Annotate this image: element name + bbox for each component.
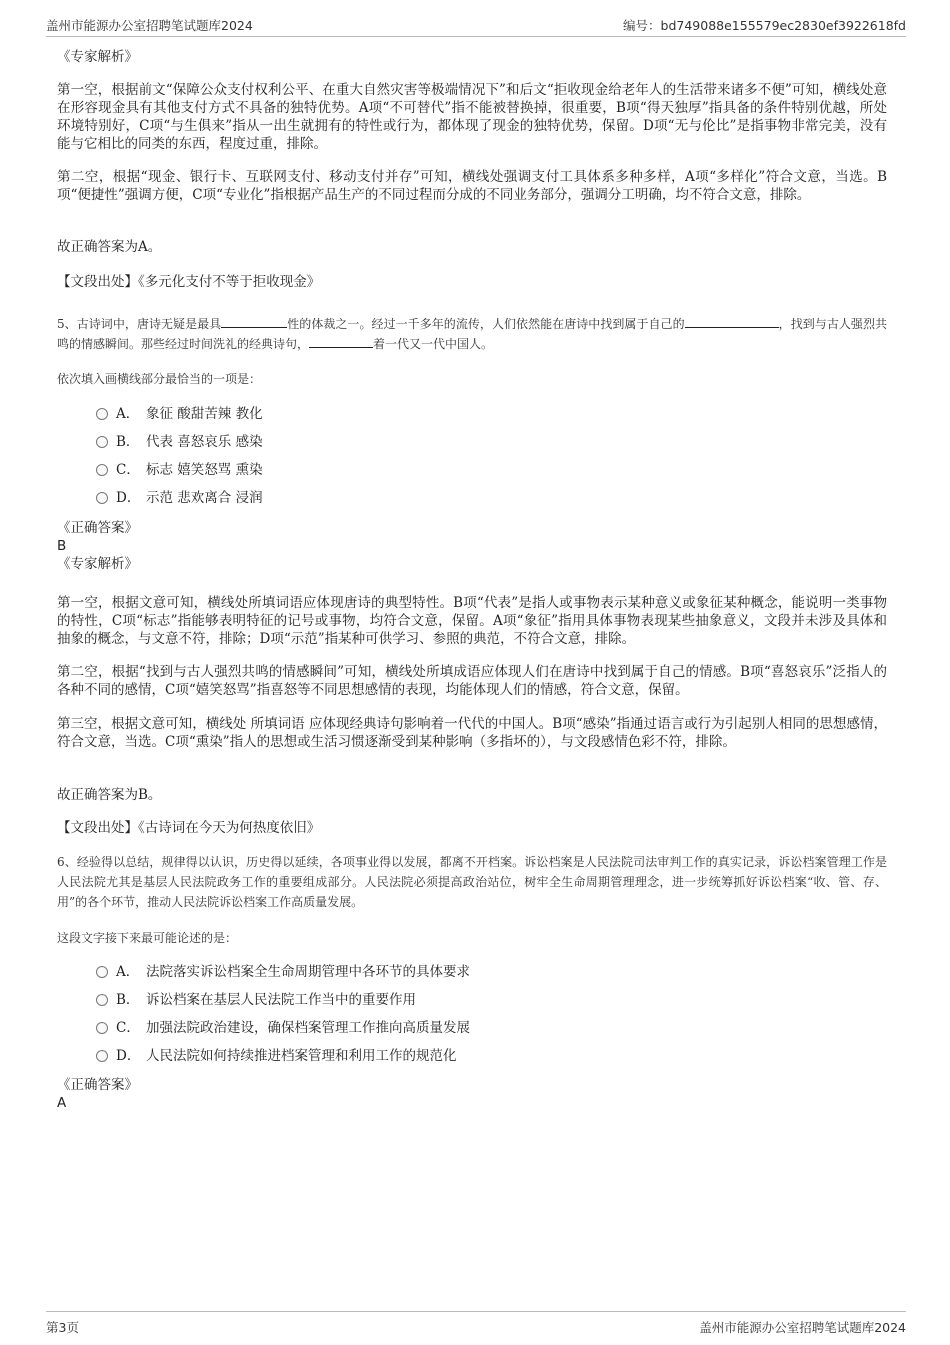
q4-analysis-para2: 第二空，根据“现金、银行卡、互联网支付、移动支付并存”可知，横线处强调支付工具体系多种多样，A项“多样化”符合文意，当选。B项“便捷性”强调方便，C项“专业化”指根据产品生产的不同过程而分成的不同业务部分，强调分工明确，均不符合文意，排除。	[57, 169, 887, 203]
q4-analysis-para2-block	[57, 168, 887, 204]
q5-option-c[interactable]: C． 标志 嬉笑怒骂 熏染	[96, 460, 263, 480]
q4-conclusion-block	[57, 238, 887, 256]
radio-icon[interactable]	[96, 1050, 108, 1062]
page-footer	[46, 1311, 906, 1338]
q6-answer-title: 《正确答案》	[57, 1077, 138, 1093]
q5-source: 【文段出处】《古诗词在今天为何热度依旧》	[57, 820, 321, 836]
q5-blank-1	[221, 315, 287, 328]
q5-blank-3	[309, 335, 373, 348]
q5-prompt-block	[57, 369, 887, 389]
page-number: 第3页	[46, 1320, 79, 1335]
q5-answer-block	[57, 519, 887, 573]
q5-analysis-para2-block	[57, 663, 887, 699]
q6-stem-block	[57, 852, 887, 912]
q5-option-a[interactable]: A． 象征 酸甜苦辣 教化	[96, 404, 263, 424]
header-title: 盖州市能源办公室招聘笔试题库2024	[46, 18, 253, 33]
q6-option-b[interactable]: B． 诉讼档案在基层人民法院工作当中的重要作用	[96, 990, 416, 1010]
q5-analysis-title: 《专家解析》	[57, 556, 138, 572]
q6-prompt-block	[57, 928, 887, 948]
q5-source-block	[57, 819, 887, 837]
q4-analysis-title-block	[57, 48, 887, 66]
radio-icon[interactable]	[96, 436, 108, 448]
radio-icon[interactable]	[96, 492, 108, 504]
q6-stem: 6、经验得以总结，规律得以认识，历史得以延续，各项事业得以发展，都离不开档案。诉讼档案是人民法院司法审判工作的真实记录，诉讼档案管理工作是人民法院尤其是基层人民法院政务工作的重要组成部分。人民法院必须提高政治站位，树牢全生命周期管理理念，进一步统筹抓好诉讼档案“收、管、存、用”的各个环节，推动人民法院诉讼档案工作高质量发展。	[57, 855, 887, 909]
q4-source: 【文段出处】《多元化支付不等于拒收现金》	[57, 274, 321, 290]
q4-conclusion: 故正确答案为A。	[57, 239, 162, 255]
q6-option-c[interactable]: C． 加强法院政治建设，确保档案管理工作推向高质量发展	[96, 1018, 470, 1038]
q6-answer-block	[57, 1076, 887, 1112]
q5-answer-title: 《正确答案》	[57, 520, 138, 536]
q6-option-a[interactable]: A． 法院落实诉讼档案全生命周期管理中各环节的具体要求	[96, 962, 470, 982]
q5-analysis-para3-block	[57, 715, 887, 751]
document-id: 编号：bd749088e155579ec2830ef3922618fd	[623, 18, 906, 33]
q5-stem-part4: 着一代又一代中国人。	[373, 337, 494, 351]
q5-conclusion: 故正确答案为B。	[57, 787, 162, 803]
radio-icon[interactable]	[96, 1022, 108, 1034]
q4-analysis-para1: 第一空，根据前文“保障公众支付权利公平、在重大自然灾害等极端情况下”和后文“拒收现金给老年人的生活带来诸多不便”可知，横线处意在形容现金具有其他支付方式不具备的独特优势。A项“不可替代”指不能被替换掉，很重要，B项“得天独厚”指具备的条件特别优越，所处环境特别好，C项“与生俱来”指从一出生就拥有的特性或行为，都体现了现金的独特优势，保留。D项“无与伦比”是指事物非常完美，没有能与它相比的同类的东西，程度过重，排除。	[57, 82, 887, 152]
q5-stem-part3: ，找到与古人强烈共鸣的情感瞬间。那些经过时间洗礼的经典诗句，	[57, 317, 887, 351]
q5-option-d[interactable]: D． 示范 悲欢离合 浸润	[96, 488, 263, 508]
radio-icon[interactable]	[96, 966, 108, 978]
radio-icon[interactable]	[96, 408, 108, 420]
q5-prompt: 依次填入画横线部分最恰当的一项是：	[57, 372, 262, 386]
q6-answer: A	[57, 1095, 67, 1111]
q5-analysis-para1-block	[57, 594, 887, 648]
q6-option-d[interactable]: D． 人民法院如何持续推进档案管理和利用工作的规范化	[96, 1046, 457, 1066]
q5-conclusion-block	[57, 786, 887, 804]
q6-prompt: 这段文字接下来最可能论述的是：	[57, 931, 238, 945]
q5-analysis-para2: 第二空，根据“找到与古人强烈共鸣的情感瞬间”可知，横线处所填成语应体现人们在唐诗中找到属于自己的情感。B项“喜怒哀乐”泛指人的各种不同的感情，C项“嬉笑怒骂”指喜怒等不同思想感情的表现，均能体现人们的情感，符合文意，保留。	[57, 664, 887, 698]
q4-analysis-title: 《专家解析》	[57, 49, 138, 65]
footer-title: 盖州市能源办公室招聘笔试题库2024	[699, 1320, 906, 1335]
q5-answer: B	[57, 538, 67, 554]
q4-source-block	[57, 273, 887, 291]
q5-stem-part2: 性的体裁之一。经过一千多年的流传，人们依然能在唐诗中找到属于自己的	[287, 317, 685, 331]
q5-blank-2	[685, 315, 779, 328]
radio-icon[interactable]	[96, 994, 108, 1006]
q5-stem-part1: 5、古诗词中，唐诗无疑是最具	[57, 317, 222, 331]
page-header	[46, 14, 906, 37]
q5-analysis-para3: 第三空，根据文意可知，横线处 所填词语 应体现经典诗句影响着一代代的中国人。B项“感染”指通过语言或行为引起别人相同的思想感情，符合文意，当选。C项“熏染”指人的思想或生活习惯逐渐受到某种影响（多指坏的），与文段感情色彩不符，排除。	[57, 716, 887, 750]
q4-analysis-para1-block	[57, 81, 887, 153]
radio-icon[interactable]	[96, 464, 108, 476]
q5-stem-block	[57, 314, 887, 354]
q5-option-b[interactable]: B． 代表 喜怒哀乐 感染	[96, 432, 263, 452]
q5-stem	[57, 314, 887, 354]
q5-analysis-para1: 第一空，根据文意可知，横线处所填词语应体现唐诗的典型特性。B项“代表”是指人或事物表示某种意义或象征某种概念，能说明一类事物的特性，C项“标志”指能够表明特征的记号或事物，均符合文意，保留。A项“象征”指用具体事物表现某些抽象意义，文段并未涉及具体和抽象的概念，与文意不符，排除；D项“示范”指某种可供学习、参照的典范，不符合文意，排除。	[57, 595, 887, 647]
